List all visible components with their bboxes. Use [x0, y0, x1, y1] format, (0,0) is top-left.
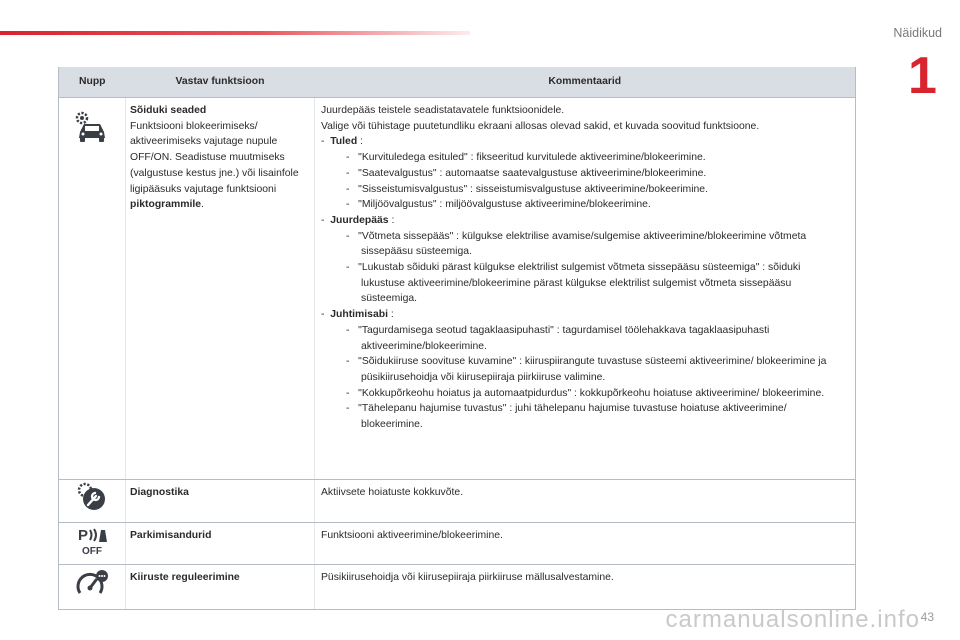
group-heading: - Juurdepääs : — [321, 214, 395, 226]
table-row — [59, 98, 856, 480]
list-item: - "Tähelepanu hajumise tuvastus" : juhi tähelepanu hajumise tuvastuse hoiatuse aktiveerimine/ blokeerimine. — [346, 403, 787, 431]
table-header-row — [59, 67, 856, 98]
function-title: Sõiduki seaded — [130, 105, 207, 116]
table-row — [59, 480, 856, 523]
watermark: carmanualsonline.info — [665, 606, 920, 633]
list-item: - "Kokkupõrkeohu hoiatus ja automaatpidurdus" : kokkupõrkeohu hoiatuse aktiveerimine/ blokeerimine. — [346, 387, 825, 399]
header-function: Vastav funktsioon — [126, 67, 315, 98]
group-heading: - Tuled : — [321, 136, 363, 148]
list-item: - "Saatevalgustus" : automaatse saatevalgustuse aktiveerimine/blokeerimine. — [346, 167, 707, 179]
list-item: - "Lukustab sõiduki pärast külgukse elektrilist sulgemist võtmeta sissepääsu süsteemiga" : sõiduki lukustuse aktiveerimine/blokeerimine pärast külgukse elektrilist sulgemist võtmeta sissepääsu süsteemiga. — [346, 262, 801, 305]
list-item: - "Kurvituledega esituled" : fikseeritud kurvitulede aktiveerimine/blokeerimine. — [346, 152, 706, 164]
table-row — [59, 564, 856, 609]
function-bold: piktogrammile — [130, 199, 202, 211]
comment-text: Aktiivsete hoiatuste kokkuvõte. — [321, 487, 464, 498]
header-button: Nupp — [59, 67, 126, 98]
table-row — [59, 522, 856, 564]
list-item: - "Tagurdamisega seotud tagaklaasipuhasti" : tagurdamisel töölehakkava tagaklaasipuhasti aktiveerimine/blokeerimine. — [346, 324, 770, 352]
top-accent-bar — [0, 31, 470, 35]
car-settings-icon[interactable] — [74, 110, 110, 144]
diagnostics-icon[interactable] — [76, 482, 108, 512]
function-title: Diagnostika — [130, 487, 189, 498]
list-item: - "Sõidukiiruse soovituse kuvamine" : kiiruspiirangute tuvastuse süsteemi aktiveerimine/ blokeerimine ja püsikiirusehoidja või kiirusepiiraja piirkiiruse valimine. — [346, 356, 827, 383]
section-title: Näidikud — [893, 26, 942, 40]
group-heading: - Juhtimisabi : — [321, 309, 394, 321]
speed-regulation-icon[interactable] — [75, 569, 109, 599]
intro-line: Juurdepääs teistele seadistatavatele funktsioonidele. — [321, 105, 565, 116]
comment-text: Funktsiooni aktiveerimine/blokeerimine. — [321, 529, 503, 541]
parking-sensors-icon[interactable] — [77, 526, 107, 557]
function-title: Kiiruste reguleerimine — [130, 571, 240, 583]
intro-line: Valige või tühistage puutetundliku ekraani allosas olevad sakid, et kuvada soovitud funktsioone. — [321, 120, 760, 132]
header-comments: Kommentaarid — [315, 67, 856, 98]
list-item: - "Miljöövalgustus" : miljöövalgustuse aktiveerimine/blokeerimine. — [346, 199, 651, 211]
functions-table — [58, 67, 856, 610]
comment-text: Püsikiirusehoidja või kiirusepiiraja piirkiiruse mällusalvestamine. — [321, 571, 614, 583]
list-item: - "Sisseistumisvalgustus" : sisseistumisvalgustuse aktiveerimine/bokeerimine. — [346, 183, 708, 195]
function-title: Parkimisandurid — [130, 529, 212, 541]
chapter-number: 1 — [908, 47, 937, 105]
function-text: Funktsiooni blokeerimiseks/ aktiveerimiseks vajutage nupule OFF/ON. Seadistuse muutmiseks (valgustuse kestus jne.) või lisainfole ligipääsuks vajutage funktsiooni — [130, 120, 299, 195]
function-end: . — [201, 199, 204, 211]
off-label: OFF — [82, 546, 102, 558]
svg-text:P: P — [78, 526, 89, 544]
list-item: - "Võtmeta sissepääs" : külgukse elektrilise avamise/sulgemise aktiveerimine/blokeerimine võtmeta sissepääsu süsteemiga. — [346, 230, 807, 258]
page-number: 43 — [920, 610, 934, 624]
